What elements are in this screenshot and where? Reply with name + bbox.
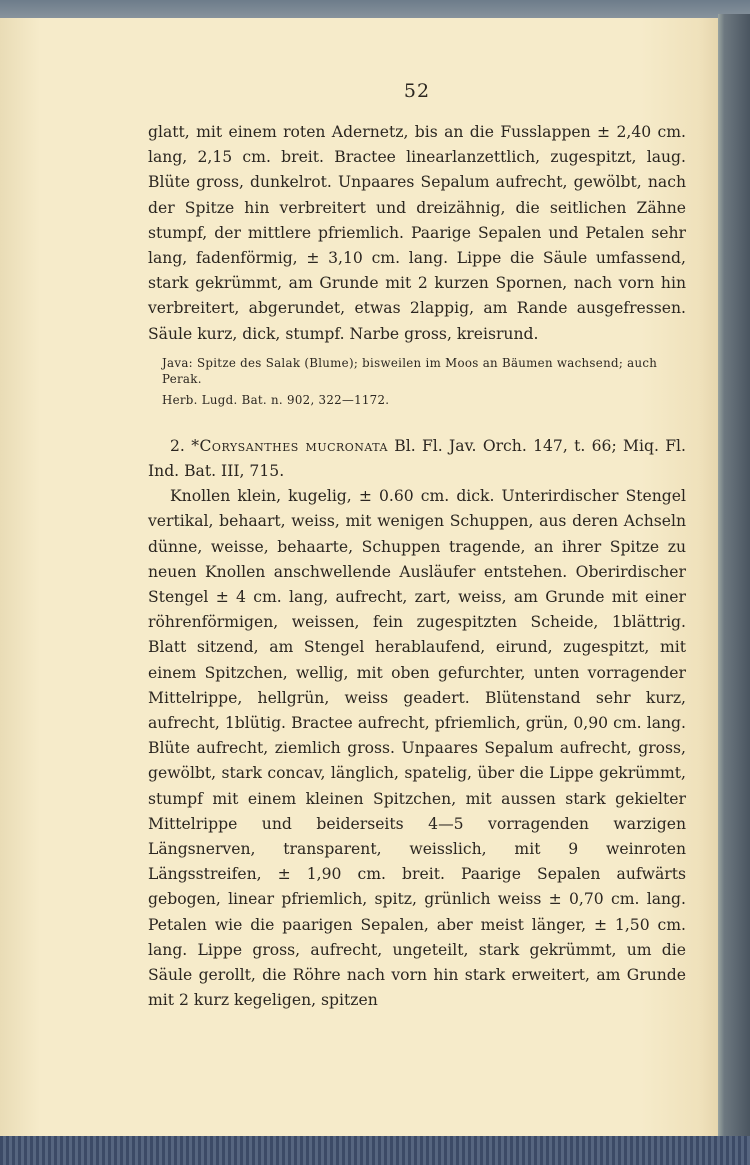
species-number: 2. xyxy=(170,436,185,455)
species-heading xyxy=(148,434,686,484)
species-citation: Bl. Fl. Jav. Orch. 147, t. 66; Miq. Fl. Ind. Bat. III, 715. xyxy=(148,436,686,481)
page-content xyxy=(148,80,686,1014)
scan-bottom-edge xyxy=(0,1136,750,1165)
species-name: *Corysanthes mucronata xyxy=(191,436,388,455)
herbarium-note: Herb. Lugd. Bat. n. 902, 322—1172. xyxy=(162,392,390,407)
locality-note: Java: Spitze des Salak (Blume); bisweilen im Moos an Bäumen wachsend; auch Perak. xyxy=(162,355,658,386)
continued-paragraph: glatt, mit einem roten Adernetz, bis an die Fusslappen ± 2,40 cm. lang, 2,15 cm. breit. Bractee linearlanzettlich, zugespitzt, laug. Blüte gross, dunkelrot. Unpaares Sepalum aufrecht, gewölbt, nach der Spitze hin verbreitert und dreizähnig, die seitlichen Zähne stumpf, der mittlere pfriemlich. Paarige Sepalen und Petalen sehr lang, fadenförmig, ± 3,10 cm. lang. Lippe die Säule umfassend, stark gekrümmt, am Grunde mit 2 kurzen Spornen, nach vorn hin verbreitert, abgerundet, etwas 2lappig, am Rande ausgefressen. Säule kurz, dick, stumpf. Narbe gross, kreisrund. xyxy=(148,123,686,343)
species-description: Knollen klein, kugelig, ± 0.60 cm. dick. Unterirdischer Stengel vertikal, behaart, weiss, mit wenigen Schuppen, aus deren Achseln dünne, weisse, behaarte, Schuppen tragende, an ihrer Spitze zu neuen Knollen anschwellende Ausläufer entstehen. Oberirdischer Stengel ± 4 cm. lang, aufrecht, zart, weiss, am Grunde mit einer röhrenförmigen, weissen, fein zugespitzten Scheide, 1blättrig. Blatt sitzend, am Stengel herablaufend, eirund, zugespitzt, mit einem Spitzchen, wellig, mit oben gefurchter, unten vorragender Mittelrippe, hellgrün, weiss geadert. Blütenstand sehr kurz, aufrecht, 1blütig. Bractee aufrecht, pfriemlich, grün, 0,90 cm. lang. Blüte aufrecht, ziemlich gross. Unpaares Sepalum aufrecht, gross, gewölbt, stark concav, länglich, spatelig, über die Lippe gekrümmt, stumpf mit einem kleinen Spitzchen, mit aussen stark gekielter Mittelrippe und beiderseits 4—5 vorragenden warzigen Längsnerven, transparent, weisslich, mit 9 weinroten Längsstreifen, ± 1,90 cm. breit. Paarige Sepalen aufwärts gebogen, linear pfriemlich, spitz, grünlich weiss ± 0,70 cm. lang. Petalen wie die paarigen Sepalen, aber meist länger, ± 1,50 cm. lang. Lippe gross, aufrecht, ungeteilt, stark gekrümmt, um die Säule gerollt, die Röhre nach vorn hin stark erweitert, am Grunde mit 2 kurz kegeligen, spitzen xyxy=(148,487,686,1010)
page-number: 52 xyxy=(403,80,431,102)
book-binding-edge xyxy=(718,14,750,1144)
